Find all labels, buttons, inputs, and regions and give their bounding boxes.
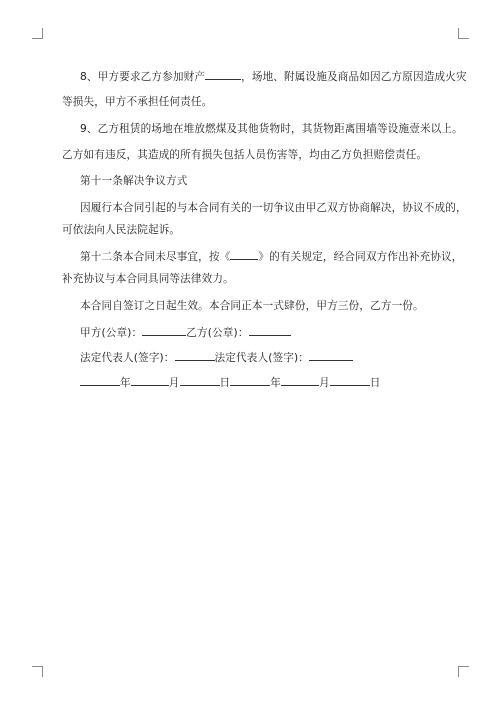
clause-9-line-1: 9、乙方租赁的场地在堆放燃煤及其他货物时，其货物距离围墙等设施壹米以上。 (80, 123, 463, 135)
party-a-seal-label: 甲方(公章)： (80, 327, 143, 339)
article-12-suffix: 》的有关规定，经合同双方作出补充协议， (258, 251, 463, 263)
date-b-day-blank (330, 375, 370, 386)
date-b-year-label: 年 (270, 377, 281, 389)
date-b-day-label: 日 (369, 377, 381, 389)
article-12-prefix: 第十二条本合同未尽事宜，按《 (80, 251, 231, 263)
seal-line (80, 325, 291, 340)
clause-8-suffix: ，场地、附属设施及商品如因乙方原因造成火灾 (241, 71, 467, 83)
rep-b-label: 法定代表人(签字)： (214, 352, 310, 364)
date-a-day-blank (180, 375, 220, 386)
clause-8-prefix: 8、甲方要求乙方参加财产 (80, 71, 206, 83)
regulation-name-blank (230, 249, 258, 260)
date-a-year-blank (80, 375, 120, 386)
clause-8-line-2: 等损失，甲方不承担任何责任。 (62, 96, 213, 108)
crop-mark-bottom-left (32, 666, 43, 677)
crop-mark-top-right (458, 28, 469, 39)
clause-9-line-2: 乙方如有违反，其造成的所有损失包括人员伤害等，均由乙方负担赔偿责任。 (62, 149, 428, 161)
article-11-heading: 第十一条解决争议方式 (80, 175, 188, 187)
date-a-month-label: 月 (168, 377, 180, 389)
article-12-line-2: 补充协议与本合同具同等法律效力。 (62, 273, 234, 285)
article-11-line-2: 可依法向人民法院起诉。 (62, 224, 181, 236)
rep-a-signature-blank (175, 350, 215, 361)
party-a-seal-blank (142, 325, 186, 336)
clause-8-line-1 (80, 69, 467, 84)
article-12-line-1 (80, 249, 463, 264)
date-b-month-label: 月 (319, 377, 330, 389)
insurance-blank (205, 69, 241, 80)
date-a-year-label: 年 (120, 377, 131, 389)
date-b-month-blank (281, 375, 319, 386)
article-11-line-1: 因履行本合同引起的与本合同有关的一切争议由甲乙双方协商解决，协议不成的， (80, 202, 467, 214)
date-b-year-blank (230, 375, 270, 386)
rep-a-label: 法定代表人(签字)： (80, 352, 175, 364)
date-line (80, 375, 381, 390)
crop-mark-top-left (32, 28, 43, 39)
party-b-seal-label: 乙方(公章)： (186, 327, 249, 339)
crop-mark-bottom-right (458, 666, 469, 677)
date-a-month-blank (131, 375, 169, 386)
party-b-seal-blank (249, 325, 291, 336)
rep-b-signature-blank (309, 350, 353, 361)
date-a-day-label: 日 (219, 377, 231, 389)
effective-clause: 本合同自签订之日起生效。本合同正本一式肆份，甲方三份，乙方一份。 (80, 300, 424, 312)
representative-line (80, 350, 353, 365)
